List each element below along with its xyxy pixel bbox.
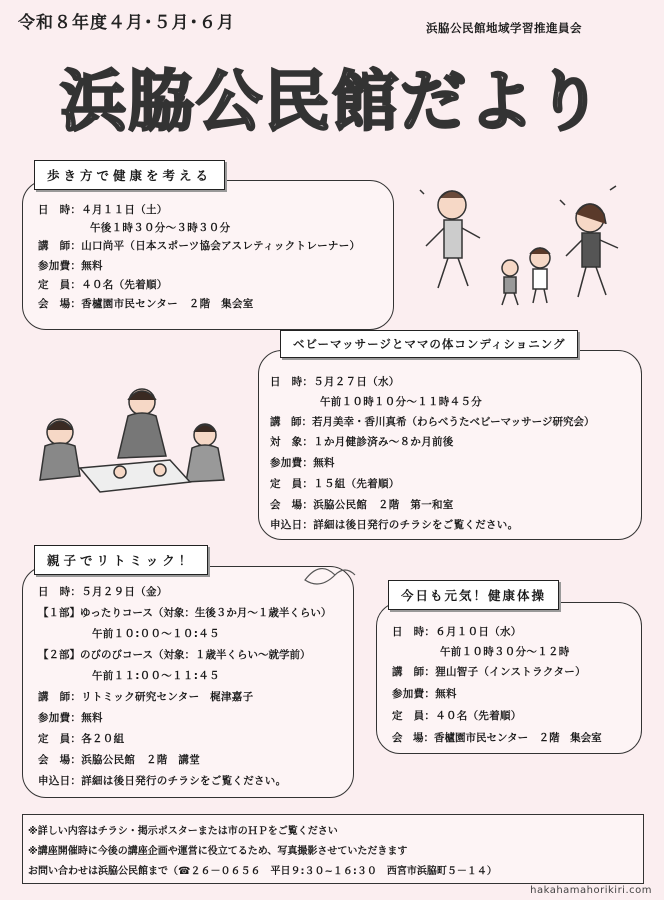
event4-heading: 今日も元気！健康体操	[388, 580, 559, 610]
event2-time: 午前１０時１０分～１１時４５分	[320, 396, 482, 408]
event1-date: 日 時：４月１１日（土）	[38, 204, 168, 216]
event2-heading: ベビーマッサージとママの体コンディショニング	[280, 330, 578, 358]
event4-date: 日 時：６月１０日（水）	[392, 626, 522, 638]
event3-course1-time: 午前１０:００～１０:４５	[92, 628, 220, 640]
event2-capacity: 定 員：１５組（先着順）	[270, 478, 400, 490]
event3-date: 日 時：５月２９日（金）	[38, 586, 168, 598]
event3-course2: 【２部】のびのびコース（対象：１歳半くらい～就学前）	[38, 649, 311, 661]
event3-fee: 参加費：無料	[38, 712, 103, 724]
title-text: 浜脇公民館だより	[60, 63, 604, 140]
event1-fee: 参加費：無料	[38, 260, 103, 272]
event3-capacity: 定 員：各２０組	[38, 733, 125, 745]
event4-time: 午前１０時３０分～１２時	[440, 646, 570, 658]
footer-note-details: ※詳しい内容はチラシ・掲示ポスターまたは市のＨＰをご覧ください	[28, 826, 338, 837]
committee-label: 浜脇公民館地域学習推進員会	[426, 21, 582, 35]
newsletter-title	[42, 54, 622, 144]
event3-application: 申込日：詳細は後日発行のチラシをご覧ください。	[38, 775, 287, 787]
event1-lecturer: 講 師：山口尚平（日本スポーツ協会アスレティックトレーナー）	[38, 240, 361, 252]
family-walking-illustration	[410, 170, 640, 310]
leaf-decoration-icon	[300, 560, 360, 590]
event3-course2-time: 午前１１:００～１１:４５	[92, 670, 220, 682]
event4-fee: 参加費：無料	[392, 688, 457, 700]
event4-capacity: 定 員：４０名（先着順）	[392, 710, 522, 722]
event2-venue: 会 場：浜脇公民館 ２階 第一和室	[270, 499, 454, 511]
event2-target: 対 象：１か月健診済み～８か月前後	[270, 436, 454, 448]
footer-contact: お問い合わせは浜脇公民館まで（☎２６－０６５６ 平日９:３０~１６:３０ 西宮市浜脇町５－１４）	[28, 866, 497, 877]
event2-fee: 参加費：無料	[270, 457, 335, 469]
watermark: hakahamahorikiri.com	[530, 885, 652, 896]
event3-course1: 【１部】ゆったりコース（対象：生後３か月～１歳半くらい）	[38, 607, 332, 619]
footer-note-photo: ※講座開催時に今後の講座企画や運営に役立てるため、写真撮影させていただきます	[28, 846, 408, 857]
event1-time: 午後１時３０分～３時３０分	[90, 222, 231, 234]
event1-heading: 歩き方で健康を考える	[34, 160, 225, 190]
event3-venue: 会 場：浜脇公民館 ２階 講堂	[38, 754, 200, 766]
event3-heading: 親子でリトミック！	[34, 545, 208, 575]
event3-lecturer: 講 師：リトミック研究センター 梶津嘉子	[38, 691, 254, 703]
period-label: 令和８年度４月･５月･６月	[18, 13, 235, 33]
event4-lecturer: 講 師：狸山智子（インストラクター）	[392, 666, 586, 678]
event2-application: 申込日：詳細は後日発行のチラシをご覧ください。	[270, 519, 519, 531]
event1-capacity: 定 員：４０名（先着順）	[38, 279, 168, 291]
event2-lecturer: 講 師：若月美幸・香川真希（わらべうたベビーマッサージ研究会）	[270, 416, 595, 428]
event2-date: 日 時：５月２７日（水）	[270, 376, 400, 388]
event4-venue: 会 場：香櫨園市民センター ２階 集会室	[392, 732, 602, 744]
baby-massage-illustration	[20, 380, 245, 500]
event1-venue: 会 場：香櫨園市民センター ２階 集会室	[38, 298, 254, 310]
